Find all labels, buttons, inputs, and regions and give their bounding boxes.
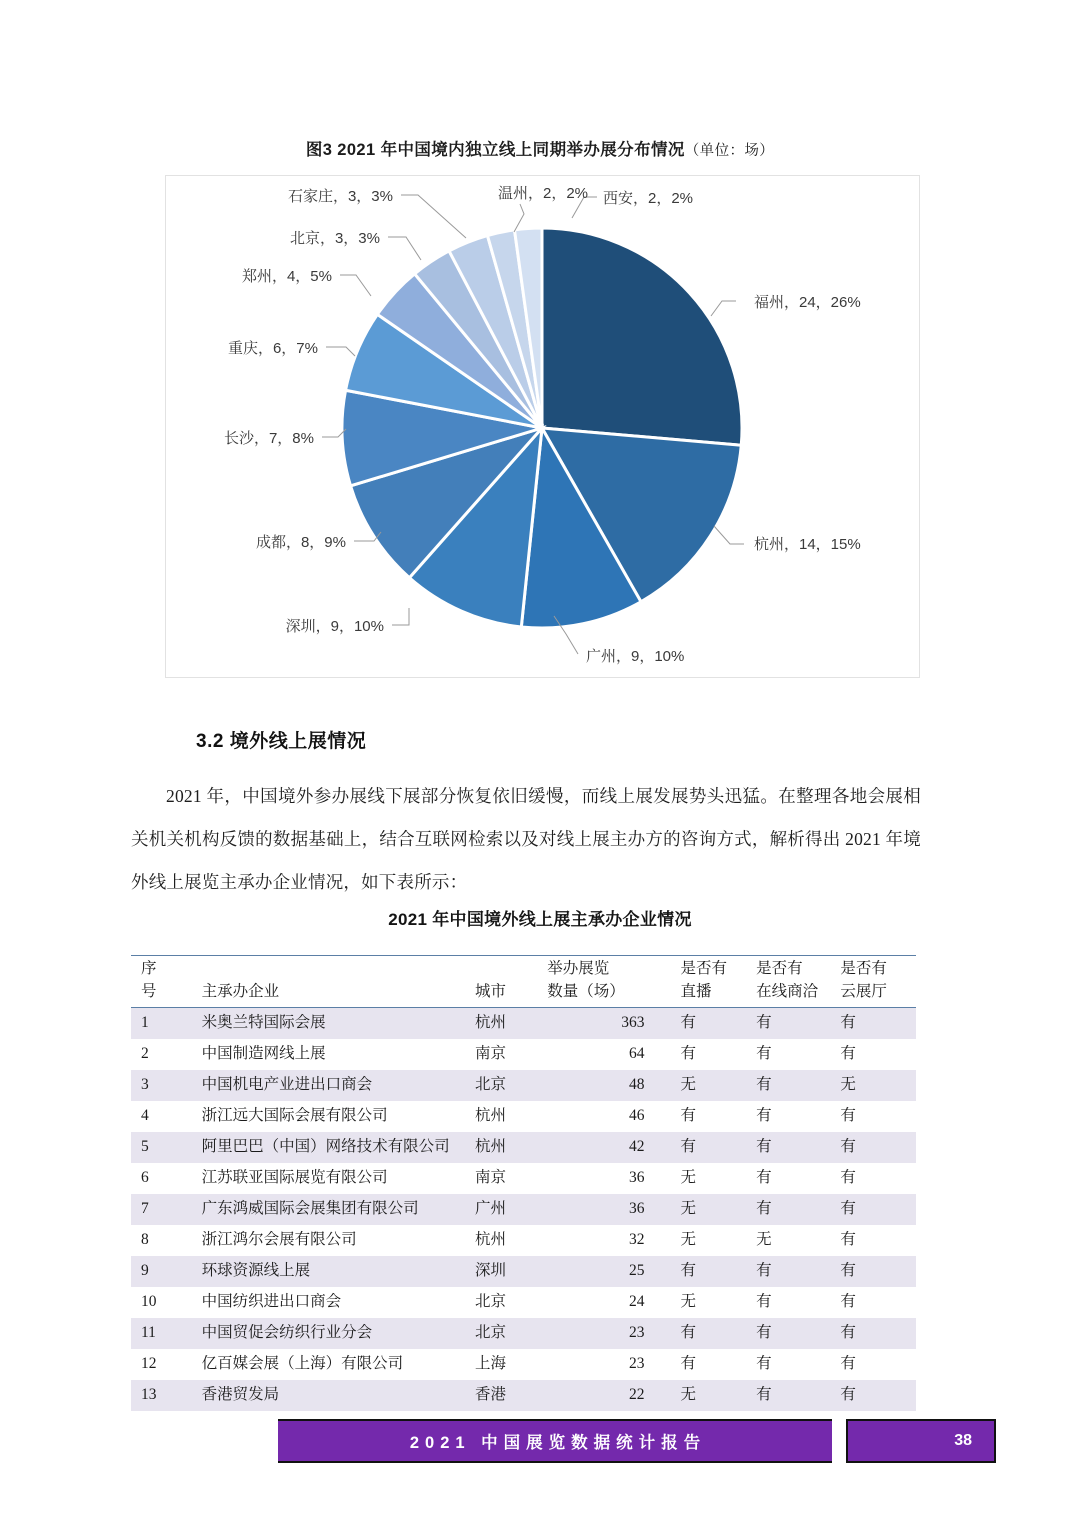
pie-slice-label: 广州，9，10% bbox=[586, 648, 685, 665]
cell-cloud-hall: 有 bbox=[840, 1014, 856, 1031]
cell-cloud-hall: 有 bbox=[840, 1200, 856, 1217]
pie-leader-line bbox=[711, 301, 736, 316]
cell-online-negotiation: 有 bbox=[756, 1138, 772, 1155]
table-row bbox=[131, 1163, 916, 1194]
table-row bbox=[131, 1287, 916, 1318]
pie-chart-container bbox=[165, 175, 920, 678]
pie-slice-label: 重庆，6，7% bbox=[227, 340, 318, 357]
cell-organizer: 浙江鸿尔会展有限公司 bbox=[201, 1231, 357, 1248]
cell-organizer: 江苏联亚国际展览有限公司 bbox=[201, 1169, 388, 1186]
cell-index: 8 bbox=[141, 1231, 149, 1248]
section-paragraph: 2021 年，中国境外参办展线下展部分恢复依旧缓慢，而线上展发展势头迅猛。在整理各地会展相关机关机构反馈的数据基础上，结合互联网检索以及对线上展主办方的咨询方式，解析得出 2021 年境外线上展览主承办企业情况，如下表所示： bbox=[131, 786, 921, 892]
table-row bbox=[131, 1194, 916, 1225]
pie-leader-line bbox=[388, 237, 421, 260]
table-row bbox=[131, 1318, 916, 1349]
cell-livestream: 有 bbox=[680, 1138, 696, 1155]
footer-title-bar bbox=[278, 1419, 832, 1463]
cell-online-negotiation: 有 bbox=[756, 1324, 772, 1341]
pie-slice-label: 杭州，14，15% bbox=[754, 536, 861, 553]
cell-organizer: 中国纺织进出口商会 bbox=[201, 1293, 342, 1310]
cell-online-negotiation: 有 bbox=[756, 1107, 772, 1124]
cell-online-negotiation: 有 bbox=[756, 1262, 772, 1279]
cell-cloud-hall: 有 bbox=[840, 1138, 856, 1155]
cell-count: 363 bbox=[621, 1014, 645, 1031]
cell-livestream: 无 bbox=[680, 1231, 696, 1248]
cell-index: 5 bbox=[141, 1138, 149, 1155]
column-header-cloud-hall: 是否有 云展厅 bbox=[840, 956, 916, 1008]
table-row bbox=[131, 1225, 916, 1256]
figure-caption-main: 图3 2021 年中国境内独立线上同期举办展分布情况 bbox=[305, 141, 685, 159]
cell-city: 南京 bbox=[474, 1169, 506, 1186]
cell-online-negotiation: 有 bbox=[756, 1076, 772, 1093]
cell-cloud-hall: 有 bbox=[840, 1355, 856, 1372]
cell-organizer: 广东鸿威国际会展集团有限公司 bbox=[201, 1200, 419, 1217]
cell-index: 10 bbox=[141, 1293, 157, 1310]
pie-slice-label: 成都，8，9% bbox=[255, 534, 346, 551]
table-title: 2021 年中国境外线上展主承办企业情况 bbox=[388, 910, 692, 929]
cell-count: 42 bbox=[628, 1138, 645, 1155]
page-number: 38 bbox=[954, 1432, 972, 1449]
cell-online-negotiation: 无 bbox=[756, 1231, 772, 1248]
cell-index: 13 bbox=[141, 1386, 157, 1403]
cell-city: 上海 bbox=[474, 1355, 506, 1372]
table-row bbox=[131, 1349, 916, 1380]
cell-cloud-hall: 有 bbox=[840, 1262, 856, 1279]
cell-cloud-hall: 有 bbox=[840, 1231, 856, 1248]
table-body bbox=[131, 1008, 916, 1412]
cell-livestream: 有 bbox=[680, 1014, 696, 1031]
cell-cloud-hall: 有 bbox=[840, 1169, 856, 1186]
cell-city: 北京 bbox=[474, 1076, 506, 1093]
cell-count: 23 bbox=[628, 1355, 645, 1372]
table-row bbox=[131, 1008, 916, 1040]
pie-leader-line bbox=[401, 195, 466, 238]
cell-count: 64 bbox=[628, 1045, 645, 1062]
cell-livestream: 无 bbox=[680, 1200, 696, 1217]
cell-livestream: 有 bbox=[680, 1262, 696, 1279]
cell-city: 杭州 bbox=[474, 1231, 506, 1248]
cell-organizer: 阿里巴巴（中国）网络技术有限公司 bbox=[201, 1138, 450, 1155]
cell-index: 7 bbox=[141, 1200, 149, 1217]
cell-organizer: 中国制造网线上展 bbox=[201, 1045, 326, 1062]
enterprise-table bbox=[131, 955, 916, 1411]
table-row bbox=[131, 1070, 916, 1101]
pie-slice-label: 北京，3，3% bbox=[289, 230, 380, 247]
pie-slice-label: 郑州，4，5% bbox=[241, 268, 332, 285]
cell-index: 6 bbox=[141, 1169, 149, 1186]
table-row bbox=[131, 1256, 916, 1287]
pie-leader-line bbox=[326, 347, 355, 356]
cell-count: 24 bbox=[628, 1293, 645, 1310]
cell-count: 46 bbox=[628, 1107, 645, 1124]
table-header bbox=[131, 956, 916, 1008]
column-header-index: 序 号 bbox=[131, 956, 188, 1008]
cell-count: 36 bbox=[628, 1169, 645, 1186]
cell-cloud-hall: 有 bbox=[840, 1386, 856, 1403]
cell-cloud-hall: 无 bbox=[840, 1076, 856, 1093]
table-header-row bbox=[131, 956, 916, 1008]
cell-organizer: 中国机电产业进出口商会 bbox=[201, 1076, 373, 1093]
table-row bbox=[131, 1132, 916, 1163]
cell-city: 广州 bbox=[474, 1200, 506, 1217]
figure-caption-unit: （单位：场） bbox=[684, 143, 775, 159]
cell-organizer: 中国贸促会纺织行业分会 bbox=[201, 1324, 373, 1341]
cell-livestream: 有 bbox=[680, 1355, 696, 1372]
cell-organizer: 亿百媒会展（上海）有限公司 bbox=[201, 1355, 404, 1372]
table-container bbox=[131, 955, 916, 1411]
cell-livestream: 有 bbox=[680, 1324, 696, 1341]
pie-leader-line bbox=[340, 275, 371, 296]
pie-leader-line bbox=[392, 608, 409, 625]
cell-online-negotiation: 有 bbox=[756, 1386, 772, 1403]
pie-slice-label: 西安，2，2% bbox=[603, 190, 694, 207]
cell-index: 3 bbox=[141, 1076, 149, 1093]
cell-index: 2 bbox=[141, 1045, 149, 1062]
pie-slice-label: 长沙，7，8% bbox=[223, 430, 314, 447]
table-row bbox=[131, 1039, 916, 1070]
cell-count: 22 bbox=[628, 1386, 645, 1403]
cell-count: 23 bbox=[628, 1324, 645, 1341]
cell-index: 11 bbox=[141, 1324, 156, 1341]
cell-online-negotiation: 有 bbox=[756, 1200, 772, 1217]
section-heading: 3.2 境外线上展情况 bbox=[196, 731, 367, 752]
cell-organizer: 环球资源线上展 bbox=[201, 1262, 311, 1279]
column-header-city: 城市 bbox=[475, 956, 547, 1008]
cell-online-negotiation: 有 bbox=[756, 1169, 772, 1186]
cell-city: 香港 bbox=[474, 1386, 506, 1403]
cell-cloud-hall: 有 bbox=[840, 1324, 856, 1341]
cell-online-negotiation: 有 bbox=[756, 1045, 772, 1062]
column-header-count: 举办展览 数量（场） bbox=[547, 956, 680, 1008]
footer-page-box bbox=[846, 1419, 996, 1463]
cell-online-negotiation: 有 bbox=[756, 1355, 772, 1372]
cell-count: 36 bbox=[628, 1200, 645, 1217]
column-header-online-negotiation: 是否有 在线商洽 bbox=[756, 956, 840, 1008]
pie-slice-label: 石家庄，3，3% bbox=[287, 188, 393, 205]
cell-cloud-hall: 有 bbox=[840, 1107, 856, 1124]
cell-city: 北京 bbox=[474, 1324, 506, 1341]
cell-livestream: 有 bbox=[680, 1045, 696, 1062]
cell-city: 杭州 bbox=[474, 1014, 506, 1031]
cell-city: 深圳 bbox=[474, 1262, 506, 1279]
cell-livestream: 有 bbox=[680, 1107, 696, 1124]
cell-cloud-hall: 有 bbox=[840, 1293, 856, 1310]
page-footer bbox=[278, 1419, 996, 1463]
figure-caption bbox=[0, 136, 1080, 160]
table-row bbox=[131, 1380, 916, 1411]
cell-city: 南京 bbox=[474, 1045, 506, 1062]
cell-count: 32 bbox=[628, 1231, 645, 1248]
cell-city: 杭州 bbox=[474, 1138, 506, 1155]
cell-livestream: 无 bbox=[680, 1076, 696, 1093]
pie-slice-group bbox=[342, 228, 742, 628]
cell-city: 杭州 bbox=[474, 1107, 506, 1124]
cell-index: 4 bbox=[141, 1107, 149, 1124]
cell-city: 北京 bbox=[474, 1293, 506, 1310]
pie-slice-label: 福州，24，26% bbox=[754, 294, 861, 311]
cell-online-negotiation: 有 bbox=[756, 1293, 772, 1310]
cell-index: 1 bbox=[141, 1014, 149, 1031]
footer-report-title: 2021 中国展览数据统计报告 bbox=[409, 1434, 707, 1452]
cell-organizer: 米奥兰特国际会展 bbox=[201, 1014, 326, 1031]
cell-livestream: 无 bbox=[680, 1169, 696, 1186]
cell-livestream: 无 bbox=[680, 1293, 696, 1310]
cell-livestream: 无 bbox=[680, 1386, 696, 1403]
cell-index: 9 bbox=[141, 1262, 149, 1279]
cell-cloud-hall: 有 bbox=[840, 1045, 856, 1062]
column-header-organizer: 主承办企业 bbox=[188, 956, 475, 1008]
cell-online-negotiation: 有 bbox=[756, 1014, 772, 1031]
column-header-livestream: 是否有 直播 bbox=[680, 956, 756, 1008]
pie-leader-line bbox=[714, 526, 744, 544]
cell-count: 48 bbox=[628, 1076, 645, 1093]
pie-slice-label: 温州，2，2% bbox=[498, 185, 589, 202]
cell-index: 12 bbox=[141, 1355, 157, 1372]
pie-slice bbox=[542, 228, 742, 445]
cell-count: 25 bbox=[628, 1262, 645, 1279]
cell-organizer: 浙江远大国际会展有限公司 bbox=[201, 1107, 388, 1124]
cell-organizer: 香港贸发局 bbox=[201, 1386, 280, 1403]
pie-slice-label: 深圳，9，10% bbox=[285, 618, 384, 635]
table-row bbox=[131, 1101, 916, 1132]
pie-chart-svg bbox=[166, 176, 921, 679]
